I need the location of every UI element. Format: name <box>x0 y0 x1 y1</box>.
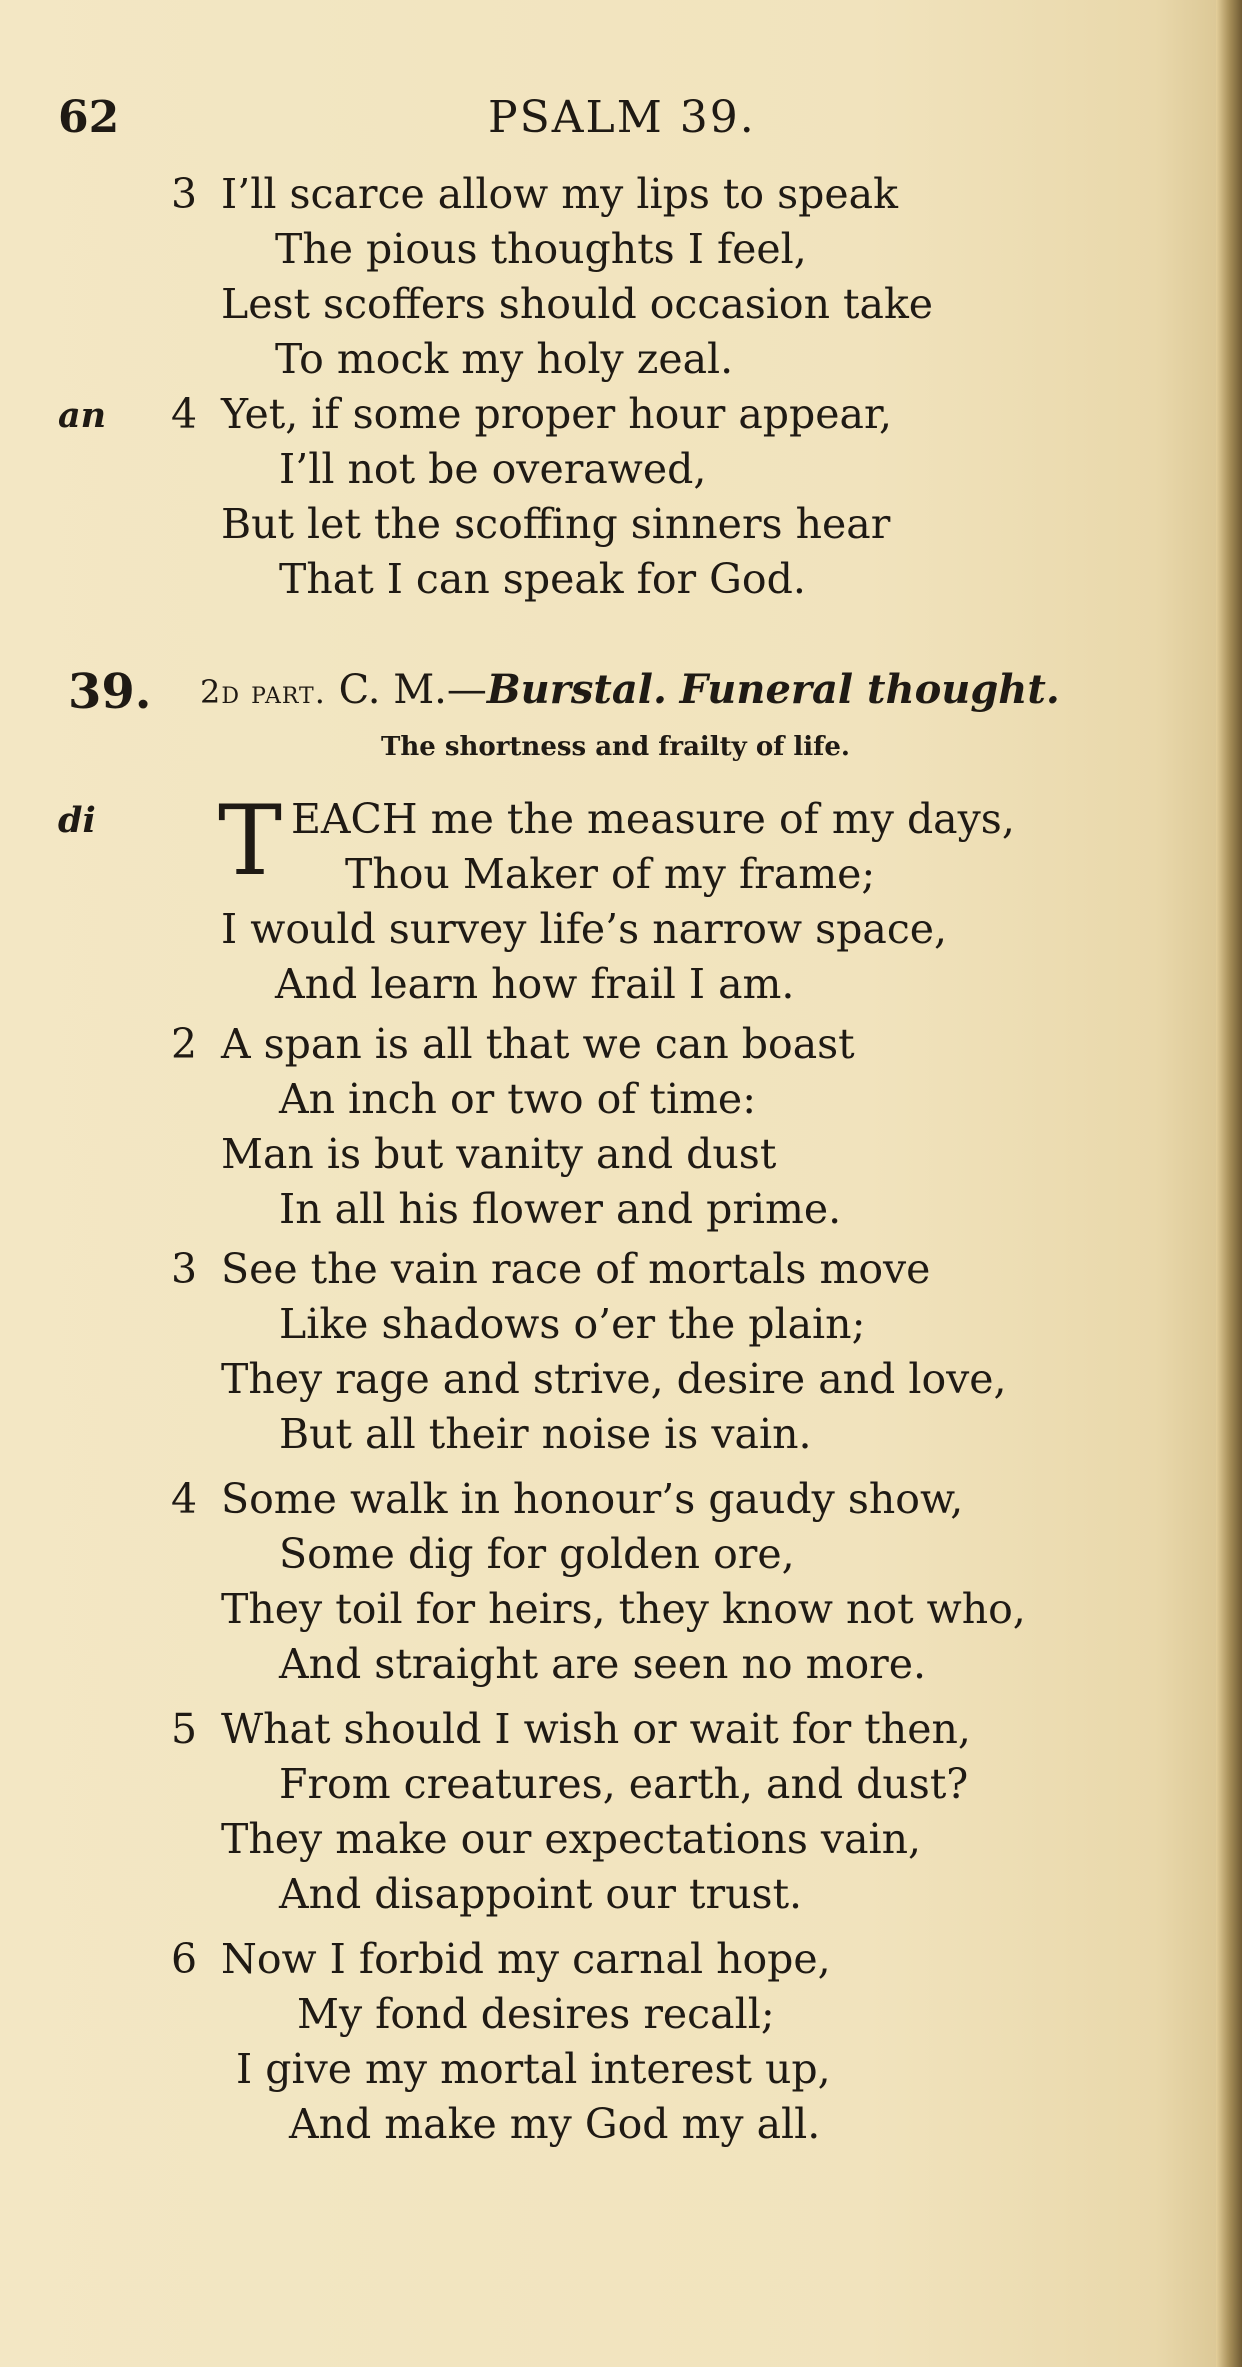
drop-cap: T <box>218 785 283 897</box>
verse-line: See the vain race of mortals move <box>221 1245 931 1293</box>
verse-line: I’ll not be overawed, <box>279 445 707 493</box>
hymn-theme: Funeral thought. <box>679 666 1060 713</box>
stanza-number: 3 <box>171 1245 198 1293</box>
tune-name: Burstal. <box>486 666 667 713</box>
verse-line: Lest scoffers should occasion take <box>221 280 934 328</box>
verse-line: Now I forbid my carnal hope, <box>221 1935 831 1983</box>
verse-line: And disappoint our trust. <box>279 1870 803 1918</box>
verse-line: But all their noise is vain. <box>279 1410 812 1458</box>
verse-line: I give my mortal interest up, <box>236 2045 831 2093</box>
margin-note: di <box>58 800 96 841</box>
verse-line: And learn how frail I am. <box>275 960 795 1008</box>
verse-line: I’ll scarce allow my lips to speak <box>221 170 898 218</box>
verse-line: Man is but vanity and dust <box>221 1130 777 1178</box>
hymn-number: 39. <box>68 664 152 720</box>
verse-line: An inch or two of time: <box>279 1075 757 1123</box>
meter-label: C. M.— <box>338 667 487 713</box>
verse-line: That I can speak for God. <box>279 555 806 603</box>
stanza-number: 2 <box>171 1020 198 1068</box>
margin-note: an <box>58 395 107 436</box>
verse-line: And make my God my all. <box>289 2100 821 2148</box>
part-label: 2d part. <box>200 673 326 711</box>
verse-line: Some walk in honour’s gaudy show, <box>221 1475 964 1523</box>
verse-line: And straight are seen no more. <box>279 1640 927 1688</box>
verse-line: Like shadows o’er the plain; <box>279 1300 866 1348</box>
verse-line: They rage and strive, desire and love, <box>221 1355 1007 1403</box>
page-edge <box>1216 0 1242 2367</box>
stanza-number: 4 <box>171 1475 198 1523</box>
verse-line: I would survey life’s narrow space, <box>221 905 948 953</box>
stanza-number: 3 <box>171 170 198 218</box>
verse-line: But let the scoffing sinners hear <box>221 500 891 548</box>
verse-line: My fond desires recall; <box>297 1990 775 2038</box>
stanza-number: 4 <box>171 390 198 438</box>
verse-line: From creatures, earth, and dust? <box>279 1760 969 1808</box>
verse-line: They make our expectations vain, <box>221 1815 922 1863</box>
verse-line: In all his flower and prime. <box>279 1185 842 1233</box>
verse-line: They toil for heirs, they know not who, <box>221 1585 1026 1633</box>
hymn-heading <box>200 666 1060 713</box>
hymn-subtitle: The shortness and frailty of life. <box>381 732 850 762</box>
verse-line: EACH me the measure of my days, <box>291 795 1015 843</box>
verse-line: Thou Maker of my frame; <box>345 850 876 898</box>
running-title: PSALM 39. <box>488 92 756 143</box>
verse-line: A span is all that we can boast <box>221 1020 855 1068</box>
verse-line: Yet, if some proper hour appear, <box>221 390 893 438</box>
verse-line: The pious thoughts I feel, <box>275 225 807 273</box>
page-number: 62 <box>58 92 120 143</box>
verse-line: Some dig for golden ore, <box>279 1530 795 1578</box>
verse-line: What should I wish or wait for then, <box>221 1705 971 1753</box>
stanza-number: 5 <box>171 1705 198 1753</box>
stanza-number: 6 <box>171 1935 198 1983</box>
verse-line: To mock my holy zeal. <box>275 335 734 383</box>
